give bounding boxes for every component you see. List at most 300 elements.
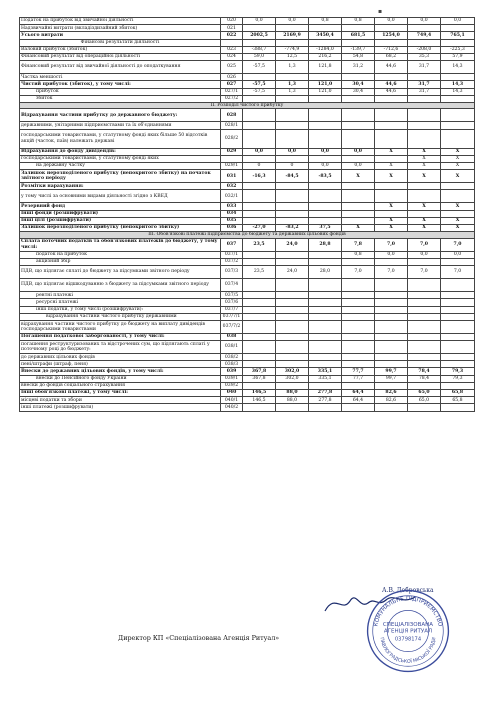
- value-cell: 14,3: [441, 88, 475, 95]
- value-cell: [342, 129, 375, 148]
- table-row: [20, 375, 475, 382]
- value-cell: [243, 109, 276, 122]
- stamp-line-1: СПЕЦІАЛІЗОВАНА: [382, 621, 434, 628]
- value-cell: 0,8: [342, 251, 375, 258]
- value-cell: 78,4: [408, 375, 441, 382]
- section-header-row: [20, 102, 475, 109]
- value-cell: 0,0: [375, 18, 408, 25]
- value-cell: [243, 382, 276, 389]
- value-cell: -83,5: [309, 170, 342, 183]
- value-cell: [243, 251, 276, 258]
- table-row: [20, 109, 475, 122]
- value-cell: [276, 25, 309, 32]
- value-cell: 7,0: [375, 266, 408, 279]
- value-cell: X: [375, 224, 408, 231]
- table-row: [20, 170, 475, 183]
- table-row: [20, 18, 475, 25]
- value-cell: [243, 313, 276, 320]
- table-row: [20, 390, 475, 397]
- value-cell: [276, 333, 309, 340]
- value-cell: [309, 306, 342, 313]
- value-cell: 77,7: [342, 368, 375, 375]
- table-row: [20, 46, 475, 53]
- row-code: 024: [221, 53, 243, 60]
- value-cell: 1,3: [276, 81, 309, 88]
- value-cell: [441, 258, 475, 265]
- row-code: 039/2: [221, 382, 243, 389]
- table-row: [20, 320, 475, 333]
- row-label: погашення реструктуризованих та відстрочених сум, що підлягають сплаті у поточному році до бюджету:: [20, 341, 221, 354]
- value-cell: [342, 341, 375, 354]
- footer-text: Директор КП «Спеціалізована Агенція Ритуал»: [118, 634, 280, 642]
- value-cell: -27,0: [243, 224, 276, 231]
- value-cell: X: [441, 155, 475, 162]
- row-code: 029: [221, 148, 243, 155]
- table-row: [20, 81, 475, 88]
- value-cell: [408, 320, 441, 333]
- row-code: 027: [221, 81, 243, 88]
- value-cell: [441, 74, 475, 81]
- value-cell: [441, 341, 475, 354]
- value-cell: [375, 109, 408, 122]
- value-cell: [408, 25, 441, 32]
- value-cell: [342, 183, 375, 190]
- row-label: ПДВ, що підлягає відшкодуванню з бюджету за підсумками звітного періоду: [20, 279, 221, 292]
- value-cell: [375, 210, 408, 217]
- value-cell: 64,4: [342, 390, 375, 397]
- value-cell: [309, 382, 342, 389]
- value-cell: X: [408, 148, 441, 155]
- value-cell: 0,0: [276, 148, 309, 155]
- value-cell: [243, 341, 276, 354]
- row-code: 023: [221, 46, 243, 53]
- table-row: [20, 224, 475, 231]
- value-cell: [342, 404, 375, 411]
- value-cell: [375, 74, 408, 81]
- table-row: [20, 61, 475, 74]
- value-cell: 77,7: [342, 375, 375, 382]
- value-cell: X: [408, 155, 441, 162]
- value-cell: 12,5: [276, 53, 309, 60]
- value-cell: -208,0: [408, 46, 441, 53]
- value-cell: [408, 95, 441, 102]
- value-cell: [375, 341, 408, 354]
- value-cell: [342, 258, 375, 265]
- row-code: 020: [221, 18, 243, 25]
- value-cell: [276, 39, 309, 46]
- value-cell: 99,7: [375, 368, 408, 375]
- row-code: 038/1: [221, 341, 243, 354]
- value-cell: [309, 129, 342, 148]
- stamp-ring-text-bottom: ПАВЛОГРАДСЬКОЇ МІСЬКОЇ РАДИ: [378, 637, 438, 665]
- table-row: [20, 333, 475, 340]
- value-cell: 7,0: [441, 266, 475, 279]
- value-cell: 0,0: [408, 18, 441, 25]
- value-cell: [408, 74, 441, 81]
- value-cell: [342, 361, 375, 368]
- value-cell: [243, 217, 276, 224]
- value-cell: X: [441, 170, 475, 183]
- table-row: [20, 382, 475, 389]
- row-label: господарськими товариствами, у статутному фонді яких більше 50 відсотків акцій (часток, паїв) належать державі: [20, 129, 221, 148]
- value-cell: X: [375, 148, 408, 155]
- table-row: [20, 217, 475, 224]
- value-cell: 749,4: [408, 32, 441, 39]
- value-cell: [309, 354, 342, 361]
- value-cell: 14,3: [441, 61, 475, 74]
- value-cell: [375, 306, 408, 313]
- value-cell: [441, 129, 475, 148]
- row-label: прибуток: [20, 88, 221, 95]
- value-cell: 0: [276, 163, 309, 170]
- value-cell: [276, 109, 309, 122]
- row-code: 027/2: [221, 95, 243, 102]
- row-label: інші платежі (розшифрувати): [20, 404, 221, 411]
- row-code: 037/3: [221, 266, 243, 279]
- value-cell: [408, 109, 441, 122]
- value-cell: [342, 354, 375, 361]
- value-cell: [243, 299, 276, 306]
- value-cell: [276, 292, 309, 299]
- value-cell: [243, 129, 276, 148]
- table-row: [20, 25, 475, 32]
- value-cell: [309, 404, 342, 411]
- value-cell: [243, 203, 276, 210]
- row-label: Фінансові результати діяльності: [20, 39, 221, 46]
- value-cell: 0,0: [408, 251, 441, 258]
- stamp-line-2: АГЕНЦІЯ РИТУАЛ: [383, 628, 433, 635]
- row-label: Надзвичайні витрати (вкладіздизайний збиток): [20, 25, 221, 32]
- table-row: [20, 313, 475, 320]
- value-cell: 99,7: [375, 375, 408, 382]
- value-cell: 82,6: [375, 390, 408, 397]
- value-cell: [276, 203, 309, 210]
- value-cell: [276, 279, 309, 292]
- value-cell: 28,0: [309, 266, 342, 279]
- value-cell: 121,0: [309, 81, 342, 88]
- row-label: Фінансовий результат від звичайної діяльності до оподаткування: [20, 61, 221, 74]
- value-cell: 146,5: [243, 397, 276, 404]
- value-cell: 7,8: [342, 238, 375, 251]
- row-code: 038/2: [221, 354, 243, 361]
- table-row: [20, 361, 475, 368]
- value-cell: [309, 299, 342, 306]
- value-cell: [276, 210, 309, 217]
- value-cell: X: [342, 224, 375, 231]
- table-row: [20, 341, 475, 354]
- table-row: [20, 53, 475, 60]
- value-cell: [342, 279, 375, 292]
- stamp-ring-text: КОМУНАЛЬНЕ ПІДПРИЄМСТВО: [373, 596, 443, 628]
- row-label: ресурсні платежі: [20, 299, 221, 306]
- table-row: [20, 258, 475, 265]
- table-row: [20, 397, 475, 404]
- row-code: [221, 39, 243, 46]
- table-row: [20, 238, 475, 251]
- value-cell: X: [408, 163, 441, 170]
- table-row: [20, 148, 475, 155]
- row-label: Розмітки нарахування:: [20, 183, 221, 190]
- value-cell: [309, 210, 342, 217]
- value-cell: [375, 333, 408, 340]
- table-row: [20, 39, 475, 46]
- value-cell: [342, 190, 375, 203]
- value-cell: 367,8: [243, 368, 276, 375]
- value-cell: [342, 74, 375, 81]
- value-cell: 31,2: [342, 61, 375, 74]
- value-cell: [276, 382, 309, 389]
- row-label: ПДВ, що підлягає сплаті до бюджету за підсумками звітного періоду: [20, 266, 221, 279]
- value-cell: X: [342, 170, 375, 183]
- value-cell: X: [375, 217, 408, 224]
- row-code: 037/7: [221, 306, 243, 313]
- row-label: податок на прибуток: [20, 251, 221, 258]
- value-cell: 1254,0: [375, 32, 408, 39]
- value-cell: 0,0: [441, 251, 475, 258]
- row-code: 039/1: [221, 375, 243, 382]
- value-cell: [243, 25, 276, 32]
- value-cell: [309, 122, 342, 129]
- table-row: [20, 306, 475, 313]
- value-cell: X: [408, 170, 441, 183]
- value-cell: [441, 39, 475, 46]
- row-label: Відрахування до фонду дивідендів:: [20, 148, 221, 155]
- value-cell: 78,4: [408, 368, 441, 375]
- value-cell: [408, 129, 441, 148]
- value-cell: 277,8: [309, 397, 342, 404]
- value-cell: 24,0: [276, 266, 309, 279]
- value-cell: 0,0: [243, 148, 276, 155]
- scan-mark: ▪: [378, 8, 383, 15]
- value-cell: [276, 74, 309, 81]
- value-cell: [243, 404, 276, 411]
- value-cell: [375, 313, 408, 320]
- value-cell: X: [375, 163, 408, 170]
- value-cell: [441, 25, 475, 32]
- row-code: 031: [221, 170, 243, 183]
- value-cell: [276, 251, 309, 258]
- value-cell: [441, 299, 475, 306]
- row-code: 037/6: [221, 299, 243, 306]
- value-cell: X: [408, 224, 441, 231]
- row-label: на державну частку: [20, 163, 221, 170]
- table-row: [20, 129, 475, 148]
- value-cell: [309, 190, 342, 203]
- value-cell: X: [441, 163, 475, 170]
- value-cell: 0,0: [441, 18, 475, 25]
- value-cell: [375, 183, 408, 190]
- value-cell: [375, 354, 408, 361]
- value-cell: X: [441, 224, 475, 231]
- value-cell: [276, 129, 309, 148]
- value-cell: X: [375, 170, 408, 183]
- table-row: [20, 74, 475, 81]
- footer-director-signature: [118, 634, 279, 642]
- row-code: 040/2: [221, 404, 243, 411]
- value-cell: 57,9: [441, 53, 475, 60]
- value-cell: [309, 258, 342, 265]
- table-row: [20, 95, 475, 102]
- value-cell: [309, 25, 342, 32]
- value-cell: [309, 74, 342, 81]
- row-code: 033: [221, 203, 243, 210]
- row-code: 038: [221, 333, 243, 340]
- value-cell: 121,0: [309, 88, 342, 95]
- value-cell: [441, 320, 475, 333]
- value-cell: [243, 306, 276, 313]
- value-cell: [375, 404, 408, 411]
- row-label: Валовий прибуток (збиток): [20, 46, 221, 53]
- value-cell: -139,7: [342, 46, 375, 53]
- value-cell: 7,0: [441, 238, 475, 251]
- value-cell: [276, 361, 309, 368]
- value-cell: [309, 333, 342, 340]
- value-cell: [243, 95, 276, 102]
- value-cell: [375, 155, 408, 162]
- value-cell: [375, 361, 408, 368]
- table-row: [20, 203, 475, 210]
- value-cell: 277,8: [309, 390, 342, 397]
- value-cell: 7,0: [375, 238, 408, 251]
- value-cell: [342, 203, 375, 210]
- table-row: [20, 32, 475, 39]
- value-cell: [342, 95, 375, 102]
- value-cell: 681,5: [342, 32, 375, 39]
- value-cell: 302,0: [276, 368, 309, 375]
- value-cell: [375, 122, 408, 129]
- financial-plan-table: [19, 17, 474, 412]
- value-cell: [342, 292, 375, 299]
- value-cell: [276, 404, 309, 411]
- value-cell: [375, 279, 408, 292]
- value-cell: X: [441, 203, 475, 210]
- value-cell: [342, 320, 375, 333]
- value-cell: [408, 382, 441, 389]
- row-label: інші податки, у тому числі (розшифрувати):: [20, 306, 221, 313]
- value-cell: [375, 95, 408, 102]
- value-cell: [441, 361, 475, 368]
- value-cell: -225,3: [441, 46, 475, 53]
- value-cell: -1284,0: [309, 46, 342, 53]
- row-code: 037: [221, 238, 243, 251]
- row-code: 037/7/2: [221, 320, 243, 333]
- row-code: 032: [221, 183, 243, 190]
- section-header-row: [20, 232, 475, 239]
- row-code: 037/2: [221, 258, 243, 265]
- value-cell: [276, 122, 309, 129]
- value-cell: 31,7: [408, 61, 441, 74]
- value-cell: 2169,9: [276, 32, 309, 39]
- value-cell: [342, 109, 375, 122]
- value-cell: [441, 210, 475, 217]
- value-cell: 23,5: [243, 266, 276, 279]
- row-code: 022: [221, 32, 243, 39]
- value-cell: [243, 74, 276, 81]
- value-cell: [441, 313, 475, 320]
- value-cell: 14,3: [441, 81, 475, 88]
- value-cell: [342, 299, 375, 306]
- value-cell: 30,4: [342, 81, 375, 88]
- value-cell: -16,3: [243, 170, 276, 183]
- value-cell: 7,0: [408, 266, 441, 279]
- signature-name: А.В. Добровська: [382, 587, 434, 594]
- row-code: 027/1: [221, 88, 243, 95]
- row-label: відрахування частини чистого прибутку до бюджету на виплату дивідендів господарськими товариствами: [20, 320, 221, 333]
- value-cell: [375, 258, 408, 265]
- value-cell: [408, 299, 441, 306]
- value-cell: [276, 155, 309, 162]
- row-code: 028: [221, 109, 243, 122]
- row-code: 035: [221, 217, 243, 224]
- value-cell: -84,5: [276, 170, 309, 183]
- value-cell: [342, 313, 375, 320]
- value-cell: [243, 190, 276, 203]
- value-cell: 28,8: [309, 238, 342, 251]
- row-code: 028/2: [221, 129, 243, 148]
- row-label: внески до фондів соціального страхування: [20, 382, 221, 389]
- value-cell: [441, 306, 475, 313]
- value-cell: 31,7: [408, 88, 441, 95]
- value-cell: 30,4: [342, 88, 375, 95]
- row-code: 025: [221, 61, 243, 74]
- value-cell: [408, 190, 441, 203]
- row-label: Сплата поточних податків та обов'язкових платежів до бюджету, у тому числі:: [20, 238, 221, 251]
- value-cell: [375, 39, 408, 46]
- row-label: рентні платежі: [20, 292, 221, 299]
- value-cell: 0,0: [342, 148, 375, 155]
- value-cell: 35,3: [408, 53, 441, 60]
- value-cell: 82,6: [375, 397, 408, 404]
- value-cell: [276, 258, 309, 265]
- value-cell: 65,0: [408, 390, 441, 397]
- value-cell: [408, 39, 441, 46]
- value-cell: [243, 361, 276, 368]
- value-cell: [342, 122, 375, 129]
- row-label: відрахування частини чистого прибутку державними: [20, 313, 221, 320]
- value-cell: [276, 217, 309, 224]
- value-cell: 44,6: [375, 88, 408, 95]
- value-cell: [441, 382, 475, 389]
- value-cell: 37,5: [309, 224, 342, 231]
- value-cell: [342, 210, 375, 217]
- value-cell: [342, 306, 375, 313]
- value-cell: [441, 333, 475, 340]
- value-cell: [309, 313, 342, 320]
- value-cell: [276, 299, 309, 306]
- value-cell: [309, 341, 342, 354]
- value-cell: [276, 95, 309, 102]
- value-cell: [309, 183, 342, 190]
- value-cell: [375, 320, 408, 333]
- value-cell: 0,8: [309, 18, 342, 25]
- value-cell: 59,0: [243, 53, 276, 60]
- row-code: 036: [221, 224, 243, 231]
- value-cell: 54,8: [342, 53, 375, 60]
- row-label: Інші фонди (розшифрувати): [20, 210, 221, 217]
- value-cell: X: [441, 148, 475, 155]
- value-cell: [375, 129, 408, 148]
- table-row: [20, 404, 475, 411]
- row-label: Інші обов'язкові платежі, у тому числі:: [20, 390, 221, 397]
- value-cell: 0,0: [375, 251, 408, 258]
- table-row: [20, 122, 475, 129]
- value-cell: 765,1: [441, 32, 475, 39]
- value-cell: [309, 279, 342, 292]
- value-cell: [441, 183, 475, 190]
- row-label: Фінансовий результат від операційної діяльності: [20, 53, 221, 60]
- value-cell: [408, 122, 441, 129]
- row-label: місцеві податки та збори: [20, 397, 221, 404]
